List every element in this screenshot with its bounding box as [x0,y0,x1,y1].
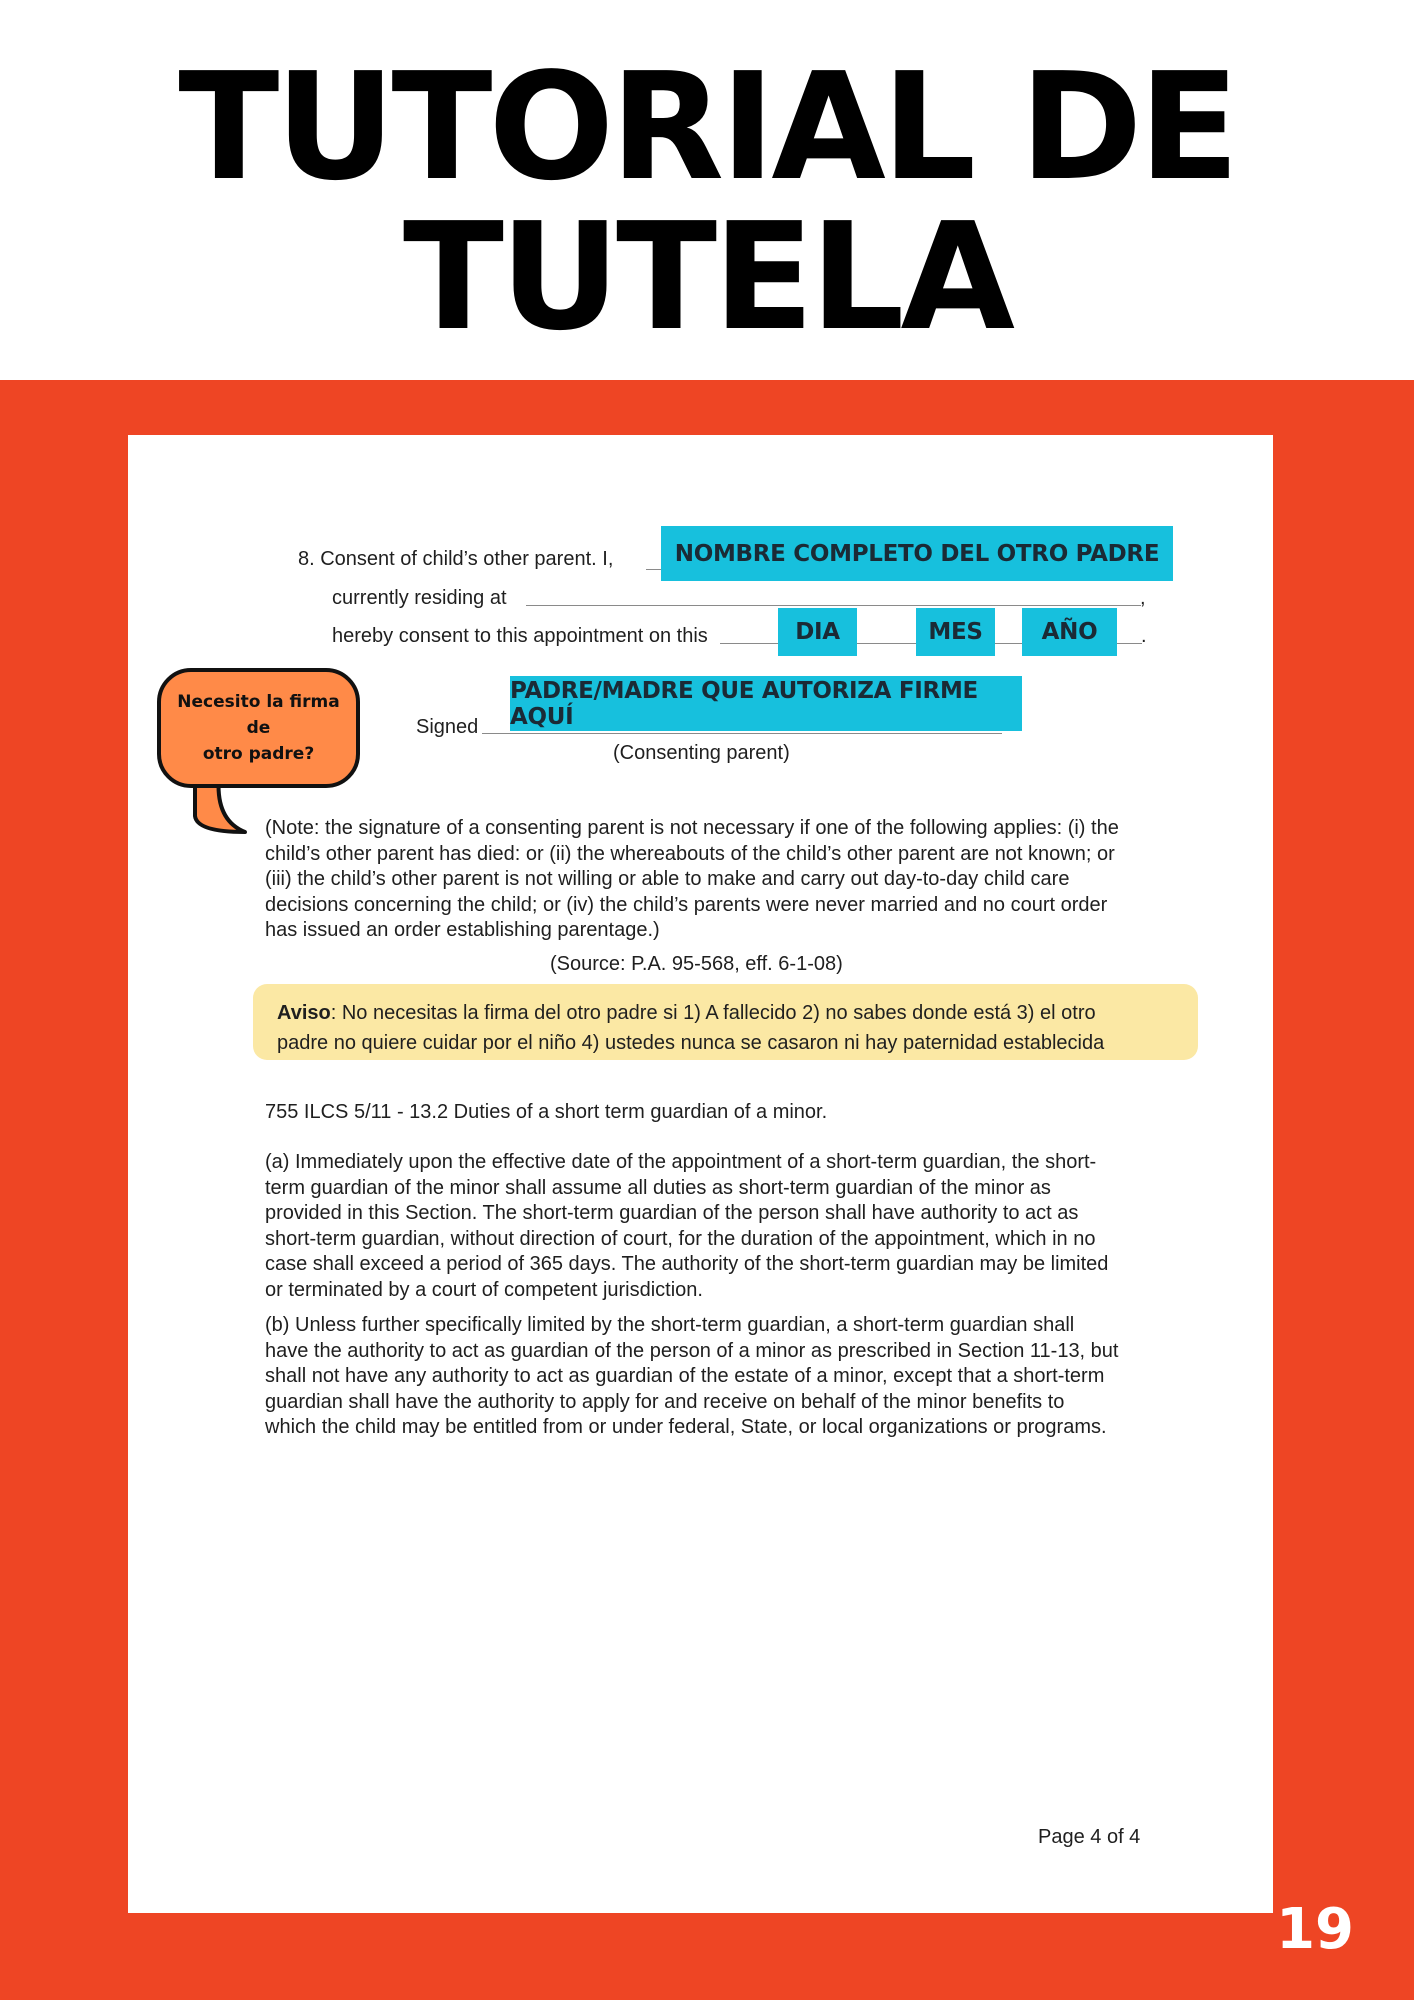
note-paragraph [265,816,1225,944]
note-line: (iii) the child’s other parent is not willing or able to make and carry out day-to-day child care [265,868,1070,890]
page-header [0,0,1414,380]
paragraph-a-line: or terminated by a court of competent jurisdiction. [265,1278,703,1301]
paragraph-b-line: shall not have any authority to act as guardian of the estate of a minor, except that a short-term [265,1365,1105,1387]
signed-label: Signed [416,716,479,738]
consenting-parent-label: (Consenting parent) [613,742,790,764]
bubble-line-1: Necesito la firma de [177,692,340,738]
note-line: decisions concerning the child; or (iv) the child’s parents were never married and no court order [265,893,1108,916]
aviso-line-2: padre no quiere cuidar por el niño 4) ustedes nunca se casaron ni hay paternidad establecida [277,1032,1105,1054]
paragraph-b-line: have the authority to act as guardian of the person of a minor as prescribed in Section 11-13, but [265,1339,1119,1362]
name-underline [646,569,661,570]
note-source: (Source: P.A. 95-568, eff. 6-1-08) [550,953,843,975]
other-parent-name-field[interactable]: NOMBRE COMPLETO DEL OTRO PADRE [661,526,1173,581]
date-period: . [1141,625,1147,647]
day-field[interactable]: DIA [778,608,857,656]
address-underline[interactable] [526,605,1141,606]
paragraph-a-line: term guardian of the minor shall assume all duties as short-term guardian of the minor as [265,1176,1051,1199]
bubble-line-2: otro padre? [202,744,315,764]
page-title [0,41,1414,363]
year-field[interactable]: AÑO [1022,608,1117,656]
paragraph-a-line: short-term guardian, without direction of court, for the duration of the appointment, which in no [265,1227,1096,1250]
signature-underline [482,733,1002,734]
month-field[interactable]: MES [916,608,995,656]
note-line: child’s other parent has died: or (ii) the whereabouts of the child’s other parent are not known; or [265,842,1115,865]
paragraph-b-line: which the child may be entitled from or under federal, State, or local organizations or programs. [265,1416,1107,1438]
aviso-callout [253,984,1198,1060]
paragraph-b-line: guardian shall have the authority to apply for and receive on behalf of the minor benefits to [265,1390,1065,1413]
note-line: (Note: the signature of a consenting parent is not necessary if one of the following applies: (i) the [265,817,1119,839]
paragraph-a-line: case shall exceed a period of 365 days. The authority of the short-term guardian may be limited [265,1253,1109,1275]
paragraph-a-line: provided in this Section. The short-term guardian of the person shall have authority to act as [265,1202,1079,1224]
note-line: has issued an order establishing parentage.) [265,919,660,941]
consent-label: 8. Consent of child’s other parent. I, [298,548,614,570]
paragraph-b-line: (b) Unless further specifically limited by the short-term guardian, a short-term guardian shall [265,1314,1075,1336]
address-comma: , [1140,587,1146,609]
page-badge: 19 [1276,1897,1354,1962]
signature-field[interactable]: PADRE/MADRE QUE AUTORIZA FIRME AQUÍ [510,676,1022,731]
page-footer-label: Page 4 of 4 [1038,1826,1141,1848]
residing-label: currently residing at [332,587,507,609]
title-line-2: TUTELA [402,191,1012,363]
speech-bubble [157,668,360,788]
title-line-1: TUTORIAL DE [178,41,1236,213]
section-heading: 755 ILCS 5/11 - 13.2 Duties of a short term guardian of a minor. [265,1101,828,1123]
aviso-line-1: : No necesitas la firma del otro padre si 1) A fallecido 2) no sabes donde está 3) el otro [330,1002,1096,1024]
paragraph-b [265,1313,1225,1441]
aviso-label: Aviso [277,1002,331,1024]
paragraph-a [265,1150,1225,1303]
paragraph-a-line: (a) Immediately upon the effective date of the appointment of a short-term guardian, the short- [265,1151,1097,1173]
appointment-label: hereby consent to this appointment on this [332,625,708,647]
